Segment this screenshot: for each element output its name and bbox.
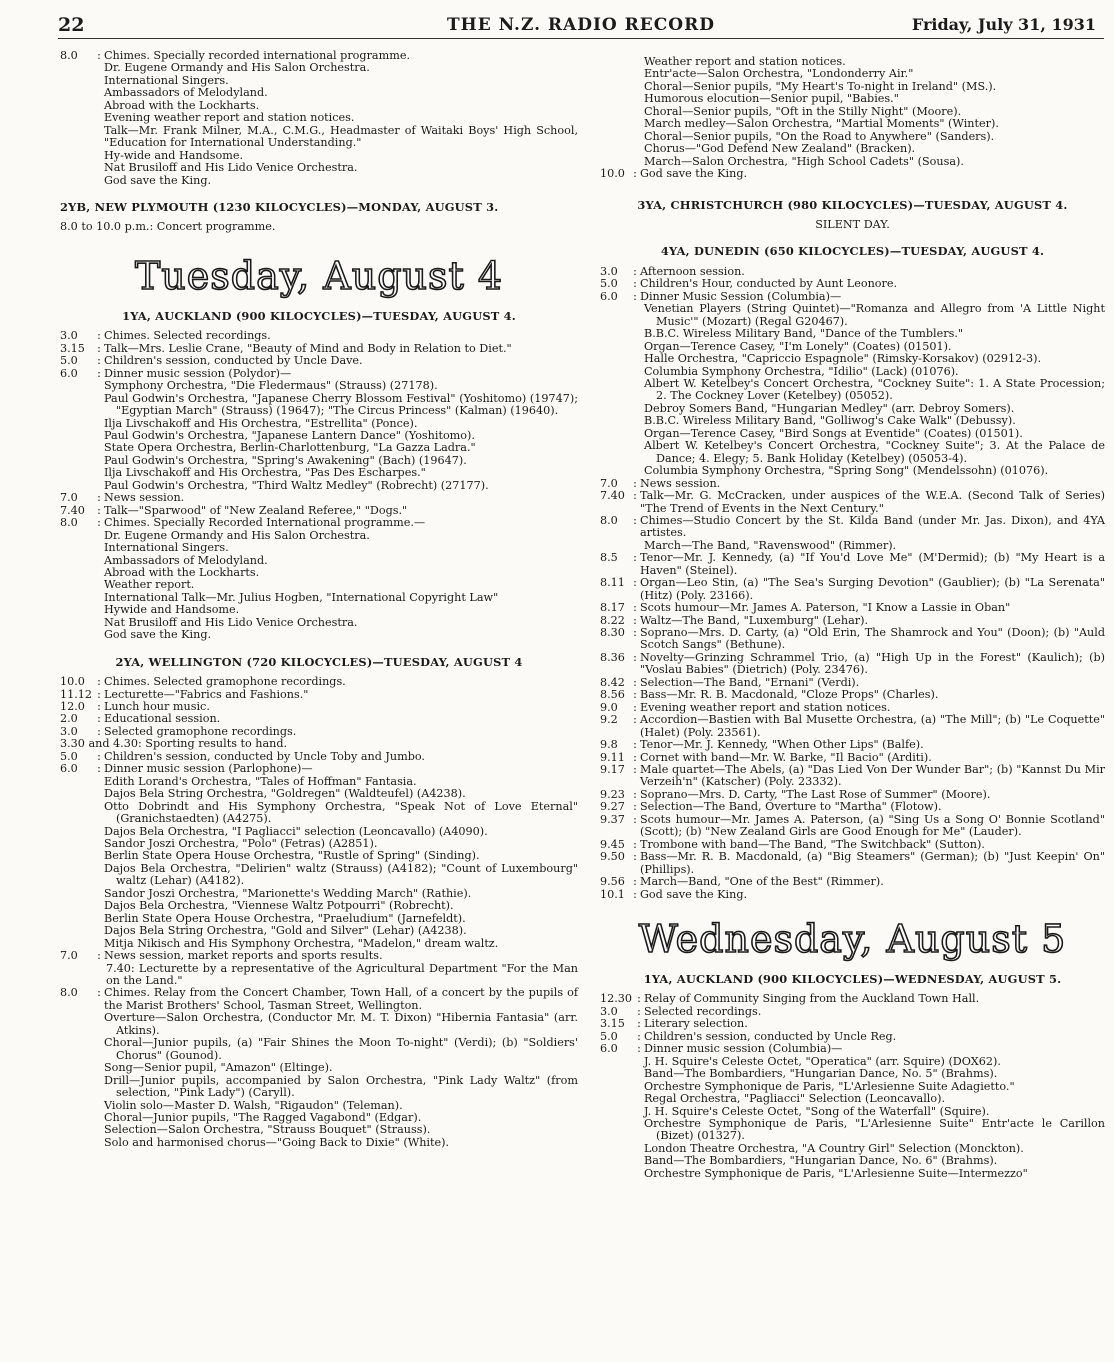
programme-item: Dajos Bela Orchestra, "Viennese Waltz Potpourri" (Robrecht). xyxy=(104,899,454,913)
entry-time: 10.1 xyxy=(600,887,625,901)
entry-text: God save the King. xyxy=(640,167,748,181)
entry-text: News session. xyxy=(640,476,721,490)
dunedin-entries-evening xyxy=(600,478,1105,540)
programme-item: Abroad with the Lockharts. xyxy=(104,98,260,112)
entry-time: 10.0 xyxy=(60,675,85,689)
schedule-entry: 8.0 : Chimes. Specially Recorded International programme.— xyxy=(60,517,578,529)
programme-item: God save the King. xyxy=(104,173,212,187)
entry-time: 6.0 xyxy=(60,762,78,776)
intro-items xyxy=(104,50,578,187)
entry-text: Chimes. Relay from the Concert Chamber, Town Hall, of a concert by the pupils of the Marist Brothers' School, Tasman Street, Wellington. xyxy=(104,986,578,1012)
entry-text: Male quartet—The Abels, (a) "Das Lied Von Der Wunder Bar"; (b) "Kannst Du Mir Verzeih'n" (Katscher) (Poly. 23332). xyxy=(640,763,1105,789)
entry-time: 9.50 xyxy=(600,850,625,864)
programme-item: Orchestre Symphonique de Paris, "L'Arlesienne Suite—Intermezzo" xyxy=(644,1166,1028,1180)
day-heading-wednesday: Wednesday, August 5 xyxy=(638,917,1067,961)
schedule-entry: 12.30 : Relay of Community Singing from the Auckland Town Hall. xyxy=(600,993,1105,1005)
wellington-entries xyxy=(60,676,578,776)
station-heading-3ya: 3YA, CHRISTCHURCH (980 KILOCYCLES)—TUESDAY, AUGUST 4. xyxy=(637,197,1068,212)
wellington-concert-list xyxy=(60,1012,578,1149)
programme-item: J. H. Squire's Celeste Octet, "Song of the Waterfall" (Squire). xyxy=(644,1104,990,1118)
page-header xyxy=(58,12,1104,39)
programme-item: Solo and harmonised chorus—"Going Back to Dixie" (White). xyxy=(104,1135,450,1149)
programme-item: Chorus—"God Defend New Zealand" (Bracken). xyxy=(644,142,916,156)
schedule-entry: 8.22 : Waltz—The Band, "Luxemburg" (Lehar). xyxy=(600,615,1105,627)
entry-time: 9.2 xyxy=(600,713,618,727)
entry-text: Selection—The Band, Overture to "Martha" (Flotow). xyxy=(640,800,942,814)
schedule-entry: 7.40 : Talk—"Sparwood" of "New Zealand Referee," "Dogs." xyxy=(60,505,578,517)
schedule-entry: 8.56 : Bass—Mr. R. B. Macdonald, "Cloze Props" (Charles). xyxy=(600,689,1105,701)
schedule-entry: 3.15 : Talk—Mrs. Leslie Crane, "Beauty of Mind and Body in Relation to Diet." xyxy=(60,343,578,355)
entry-time: 3.0 xyxy=(600,1004,618,1018)
entry-text: 3.30 and 4.30: Sporting results to hand. xyxy=(60,737,288,751)
programme-item: Choral—Senior pupils, "Oft in the Stilly Night" (Moore). xyxy=(644,104,962,118)
entry-time: 12.0 xyxy=(60,700,85,714)
entry-time: 12.30 xyxy=(600,992,633,1006)
entry-time: 3.15 xyxy=(600,1017,625,1031)
entry-text: Educational session. xyxy=(104,712,221,726)
schedule-entry: 3.0 : Selected gramophone recordings. xyxy=(60,726,578,738)
entry-time: 8.30 xyxy=(600,626,625,640)
entry-time: 9.56 xyxy=(600,875,625,889)
auckland-entries xyxy=(60,330,578,380)
entry-text: Talk—"Sparwood" of "New Zealand Referee," "Dogs." xyxy=(104,503,408,517)
programme-item: Ambassadors of Melodyland. xyxy=(104,553,268,567)
programme-item: Berlin State Opera House Orchestra, "Rustle of Spring" (Sinding). xyxy=(104,849,480,863)
entry-text: Waltz—The Band, "Luxemburg" (Lehar). xyxy=(640,613,869,627)
entry-time: 8.17 xyxy=(600,601,625,615)
programme-item: March—Salon Orchestra, "High School Cadets" (Sousa). xyxy=(644,154,964,168)
schedule-entry: 3.0 : Chimes. Selected recordings. xyxy=(60,330,578,342)
station-heading-2yb: 2YB, NEW PLYMOUTH (1230 KILOCYCLES)—MONDAY, AUGUST 3. xyxy=(60,199,499,214)
programme-item: Band—The Bombardiers, "Hungarian Dance, No. 5" (Brahms). xyxy=(644,1067,998,1081)
entry-time: 9.11 xyxy=(600,750,625,764)
entry-text: Children's session, conducted by Uncle Reg. xyxy=(644,1029,897,1043)
programme-item: Dr. Eugene Ormandy and His Salon Orchestra. xyxy=(104,528,370,542)
entry-text: Children's session, conducted by Uncle Toby and Jumbo. xyxy=(104,749,425,763)
wellington-lecturette: 7.40: Lecturette by a representative of the Agricultural Department "For the Man on the Land." xyxy=(106,961,578,987)
entry-time: 7.0 xyxy=(60,949,78,963)
entry-text: Lunch hour music. xyxy=(104,700,210,714)
programme-item: State Opera Orchestra, Berlin-Charlottenburg, "La Gazza Ladra." xyxy=(104,441,476,455)
programme-item: Halle Orchestra, "Capriccio Espagnole" (Rimsky-Korsakov) (02912-3). xyxy=(644,352,1042,366)
entry-text: Accordion—Bastien with Bal Musette Orchestra, (a) "The Mill"; (b) "Le Coquette" (Halet) (Poly. 23561). xyxy=(640,713,1105,739)
schedule-entry: 9.0 : Evening weather report and station notices. xyxy=(600,702,1105,714)
programme-item: Evening weather report and station notices. xyxy=(104,111,355,125)
entry-text: Children's Hour, conducted by Aunt Leonore. xyxy=(640,277,898,291)
schedule-entry: 5.0 : Children's session, conducted by Uncle Toby and Jumbo. xyxy=(60,751,578,763)
schedule-entry: 10.0 : Chimes. Selected gramophone recordings. xyxy=(60,676,578,688)
entry-text: Tenor—Mr. J. Kennedy, "When Other Lips" (Balfe). xyxy=(640,738,924,752)
programme-item: Drill—Junior pupils, accompanied by Salon Orchestra, "Pink Lady Waltz" (from selection, "Pink Lady") (Caryll). xyxy=(104,1073,578,1100)
programme-item: International Singers. xyxy=(104,541,229,555)
entry-time: 8.22 xyxy=(600,613,625,627)
schedule-entry: 9.2 : Accordion—Bastien with Bal Musette Orchestra, (a) "The Mill"; (b) "Le Coquette" (Halet) (Poly. 23561). xyxy=(600,713,1105,739)
entry-text: Literary selection. xyxy=(644,1017,748,1031)
dunedin-dinner-list xyxy=(600,303,1105,477)
schedule-entry: 6.0 : Dinner Music Session (Columbia)— xyxy=(600,291,1105,303)
programme-item: Dr. Eugene Ormandy and His Salon Orchestra. xyxy=(104,61,370,75)
entry-text: Novelty—Grinzing Schrammel Trio, (a) "High Up in the Forest" (Kaulich); (b) "Voslau Babies" (Dietrich) (Poly. 23476). xyxy=(640,650,1105,677)
schedule-entry: 8.17 : Scots humour—Mr. James A. Paterson, "I Know a Lassie in Oban" xyxy=(600,602,1105,614)
programme-item: March medley—Salon Orchestra, "Martial Moments" (Winter). xyxy=(644,117,999,131)
entry-text: Organ—Leo Stin, (a) "The Sea's Surging Devotion" (Gaublier); (b) "La Serenata" (Hitz) (Poly. 23166). xyxy=(640,576,1105,602)
station-2yb-line: 8.0 to 10.0 p.m.: Concert programme. xyxy=(60,220,276,234)
wellington-entries-concert xyxy=(60,987,578,1012)
entry-text: Bass—Mr. R. B. Macdonald, "Cloze Props" (Charles). xyxy=(640,688,939,702)
schedule-entry: 5.0 : Children's Hour, conducted by Aunt Leonore. xyxy=(600,278,1105,290)
schedule-entry: 8.42 : Selection—The Band, "Ernani" (Verdi). xyxy=(600,677,1105,689)
wellington-dinner-list xyxy=(60,776,578,950)
programme-item: Venetian Players (String Quintet)—"Romanza and Allegro from 'A Little Night Music'" (Mozart) (Regal G20467). xyxy=(644,302,1105,328)
entry-time: 8.0 xyxy=(60,986,78,1000)
entry-time: 3.0 xyxy=(60,724,78,738)
entry-text: Trombone with band—The Band, "The Switchback" (Sutton). xyxy=(640,837,985,851)
programme-item: Dajos Bela String Orchestra, "Gold and Silver" (Lehar) (A4238). xyxy=(104,924,467,938)
programme-item: Dajos Bela Orchestra, "I Pagliacci" selection (Leoncavallo) (A4090). xyxy=(104,824,488,838)
entry-time: 5.0 xyxy=(60,354,78,368)
programme-item: Symphony Orchestra, "Die Fledermaus" (Strauss) (27178). xyxy=(104,379,438,393)
programme-item: Hy-wide and Handsome. xyxy=(104,148,243,162)
wednesday-dinner-list xyxy=(600,1056,1105,1181)
station-heading-1ya: 1YA, AUCKLAND (900 KILOCYCLES)—TUESDAY, AUGUST 4. xyxy=(122,308,516,323)
schedule-entry: 9.11 : Cornet with band—Mr. W. Barke, "Il Bacio" (Arditi). xyxy=(600,752,1105,764)
entry-text: Soprano—Mrs. D. Carty, "The Last Rose of Summer" (Moore). xyxy=(640,787,991,801)
schedule-entry: 9.37 : Scots humour—Mr. James A. Paterson, (a) "Sing Us a Song O' Bonnie Scotland" (Scott); (b) "New Zealand Girls are Good Enough for Me" (Lauder). xyxy=(600,812,1105,839)
programme-item: Choral—Senior pupils, "My Heart's To-night in Ireland" (MS.). xyxy=(644,79,997,93)
auckland-dinner-list xyxy=(60,380,578,492)
schedule-entry: 3.0 : Selected recordings. xyxy=(600,1006,1105,1018)
entry-text: Scots humour—Mr. James A. Paterson, (a) "Sing Us a Song O' Bonnie Scotland" (Scott); (b) "New Zealand Girls are Good Enough for Me" (Lauder). xyxy=(640,812,1105,839)
programme-item: Hywide and Handsome. xyxy=(104,603,240,617)
intro-block: 8.0 : Chimes. Specially recorded international programme. Dr. Eugene Ormandy and His Salon Orchestra. International Singers. Ambassadors of Melodyland. Abroad with the Lockharts. Evening weather report and station notices. Talk—Mr. Frank Milner, M.A., C.M.G., Headmaster of Waitaki Boys' High School, "Education for International Understanding." Hy-wide and Handsome. Nat Brusiloff and His Lido Venice Orchestra. God save the King. xyxy=(60,49,578,187)
programme-item: Albert W. Ketelbey's Concert Orchestra, "Cockney Suite"; 3. At the Palace de Dance; 4. Elegy; 5. Bank Holiday (Ketelbey) (05053-4). xyxy=(644,439,1105,465)
programme-item: International Talk—Mr. Julius Hogben, "International Copyright Law" xyxy=(104,590,499,604)
programme-item: Abroad with the Lockharts. xyxy=(104,565,260,579)
concert-continued-list xyxy=(600,56,1105,168)
programme-item: Albert W. Ketelbey's Concert Orchestra, "Cockney Suite": 1. A State Procession; 2. The Cockney Lover (Ketelbey) (05052). xyxy=(644,376,1105,403)
programme-item: Otto Dobrindt and His Symphony Orchestra, "Speak Not of Love Eternal" (Granichstaedten) (A4275). xyxy=(104,799,578,826)
entry-time: 3.15 xyxy=(60,341,85,355)
schedule-entry: 2.0 : Educational session. xyxy=(60,713,578,725)
silent-day-note: SILENT DAY. xyxy=(815,217,890,231)
issue-date: Friday, July 31, 1931 xyxy=(911,15,1096,34)
programme-item: Sandor Joszi Orchestra, "Polo" (Fetras) (A2851). xyxy=(104,837,378,851)
entry-text: Selection—The Band, "Ernani" (Verdi). xyxy=(640,675,860,689)
entry-time: 11.12 xyxy=(60,687,93,701)
dunedin-concert-entries xyxy=(600,552,1105,901)
dunedin-march: March—The Band, "Ravenswood" (Rimmer). xyxy=(644,538,897,552)
programme-item: Dajos Bela String Orchestra, "Goldregen" (Waldteufel) (A4238). xyxy=(104,787,466,801)
programme-item: Paul Godwin's Orchestra, "Japanese Lantern Dance" (Yoshitomo). xyxy=(104,428,475,442)
schedule-entry: 8.5 : Tenor—Mr. J. Kennedy, (a) "If You'd Love Me" (M'Dermid); (b) "My Heart is a Haven" (Steinel). xyxy=(600,551,1105,577)
schedule-entry: 3.0 : Afternoon session. xyxy=(600,266,1105,278)
schedule-entry: 5.0 : Children's session, conducted by Uncle Reg. xyxy=(600,1031,1105,1043)
schedule-entry: 6.0 : Dinner music session (Polydor)— xyxy=(60,368,578,380)
entry-text: News session. xyxy=(104,491,185,505)
schedule-entry xyxy=(60,738,578,750)
entry-text: Relay of Community Singing from the Auckland Town Hall. xyxy=(644,992,980,1006)
entry-text: God save the King. xyxy=(640,887,748,901)
entry-time: 9.37 xyxy=(600,812,625,826)
entry-text: Dinner music session (Columbia)— xyxy=(644,1042,843,1056)
entry-time: 10.0 xyxy=(600,167,625,181)
entry-text: Dinner music session (Polydor)— xyxy=(104,366,292,380)
page-number: 22 xyxy=(58,14,85,36)
entry-text: Talk—Mrs. Leslie Crane, "Beauty of Mind and Body in Relation to Diet." xyxy=(104,341,512,355)
entry-text: Bass—Mr. R. B. Macdonald, (a) "Big Steamers" (German); (b) "Just Keepin' On" (Phillips). xyxy=(640,850,1105,876)
wellington-entries-news xyxy=(60,950,578,962)
entry-time: 7.0 xyxy=(600,476,618,490)
entry-text: Afternoon session. xyxy=(640,264,745,278)
schedule-entry: 9.50 : Bass—Mr. R. B. Macdonald, (a) "Big Steamers" (German); (b) "Just Keepin' On" (Phillips). xyxy=(600,850,1105,876)
auckland-entries-evening xyxy=(60,492,578,529)
schedule-entry: 8.0 : Chimes—Studio Concert by the St. Kilda Band (under Mr. Jas. Dixon), and 4YA artistes. xyxy=(600,513,1105,540)
programme-item: Choral—Junior pupils, (a) "Fair Shines the Moon To-night" (Verdi); (b) "Soldiers' Chorus" (Gounod). xyxy=(104,1036,578,1062)
programme-item: Dajos Bela Orchestra, "Delirien" waltz (Strauss) (A4182); "Count of Luxembourg" waltz (Lehar) (A4182). xyxy=(104,861,578,888)
entry-time: 2.0 xyxy=(60,712,78,726)
programme-item: Selection—Salon Orchestra, "Strauss Bouquet" (Strauss). xyxy=(104,1123,431,1137)
programme-item: Talk—Mr. Frank Milner, M.A., C.M.G., Headmaster of Waitaki Boys' High School, "Education for International Understanding." xyxy=(104,123,578,150)
schedule-entry: 9.45 : Trombone with band—The Band, "The Switchback" (Sutton). xyxy=(600,839,1105,851)
schedule-entry: 7.0 : News session. xyxy=(600,478,1105,490)
programme-item: International Singers. xyxy=(104,73,229,87)
entry-time: 8.5 xyxy=(600,551,618,565)
programme-item: Choral—Junior pupils, "The Ragged Vagabond" (Edgar). xyxy=(104,1110,422,1124)
entry-time: 8.36 xyxy=(600,650,625,664)
schedule-entry: 9.8 : Tenor—Mr. J. Kennedy, "When Other Lips" (Balfe). xyxy=(600,739,1105,751)
entry-text: Scots humour—Mr. James A. Paterson, "I Know a Lassie in Oban" xyxy=(640,601,1011,615)
programme-item: Orchestre Symphonique de Paris, "L'Arlesienne Suite" Entr'acte le Carillon (Bizet) (01327). xyxy=(644,1116,1105,1143)
schedule-entry: 9.27 : Selection—The Band, Overture to "Martha" (Flotow). xyxy=(600,801,1105,813)
day-heading-tuesday: Tuesday, August 4 xyxy=(134,253,504,298)
schedule-entry: 8.36 : Novelty—Grinzing Schrammel Trio, (a) "High Up in the Forest" (Kaulich); (b) "Voslau Babies" (Dietrich) (Poly. 23476). xyxy=(600,650,1105,677)
programme-item: Chimes. Specially recorded international programme. xyxy=(104,49,410,62)
entry-time: 5.0 xyxy=(600,277,618,291)
entry-time: 8.0 xyxy=(60,516,78,530)
entry-text: Chimes—Studio Concert by the St. Kilda Band (under Mr. Jas. Dixon), and 4YA artistes. xyxy=(640,513,1105,540)
programme-item: Choral—Senior pupils, "On the Road to Anywhere" (Sanders). xyxy=(644,129,995,143)
programme-item: Weather report and station notices. xyxy=(644,55,846,68)
entry-time: 8.0 xyxy=(60,49,78,62)
entry-time: 9.0 xyxy=(600,700,618,714)
programme-item: Violin solo—Master D. Walsh, "Rigaudon" (Teleman). xyxy=(104,1098,403,1112)
entry-text: Tenor—Mr. J. Kennedy, (a) "If You'd Love Me" (M'Dermid); (b) "My Heart is a Haven" (Steinel). xyxy=(640,551,1105,577)
entry-time: 9.45 xyxy=(600,837,625,851)
station-heading-4ya: 4YA, DUNEDIN (650 KILOCYCLES)—TUESDAY, AUGUST 4. xyxy=(660,244,1045,259)
entry-time: 3.0 xyxy=(600,264,618,278)
schedule-entry: 10.1 : God save the King. xyxy=(600,889,1105,901)
programme-item: B.B.C. Wireless Military Band, "Dance of the Tumblers." xyxy=(644,327,964,341)
schedule-entry: 8.11 : Organ—Leo Stin, (a) "The Sea's Surging Devotion" (Gaublier); (b) "La Serenata" (Hitz) (Poly. 23166). xyxy=(600,576,1105,602)
entry-time: 7.0 xyxy=(60,491,78,505)
entry-text: News session, market reports and sports results. xyxy=(104,949,383,963)
entry-time: 8.0 xyxy=(600,513,618,527)
programme-item: Humorous elocution—Senior pupil, "Babies." xyxy=(644,92,899,106)
schedule-entry: 7.40 : Talk—Mr. G. McCracken, under auspices of the W.E.A. (Second Talk of Series) "The Trend of Events in the Next Century." xyxy=(600,489,1105,515)
programme-item: Overture—Salon Orchestra, (Conductor Mr. M. T. Dixon) "Hibernia Fantasia" (arr. Atkins). xyxy=(104,1011,578,1037)
programme-item: Ilja Livschakoff and His Orchestra, "Estrellita" (Ponce). xyxy=(104,416,418,430)
programme-item: Debroy Somers Band, "Hungarian Medley" (arr. Debroy Somers). xyxy=(644,401,1015,415)
schedule-entry: 7.0 : News session. xyxy=(60,492,578,504)
programme-item: Nat Brusiloff and His Lido Venice Orchestra. xyxy=(104,615,358,629)
entry-time: 5.0 xyxy=(60,749,78,763)
entry-time: 6.0 xyxy=(60,366,78,380)
entry-text: Dinner Music Session (Columbia)— xyxy=(640,289,842,303)
programme-item: Mitja Nikisch and His Symphony Orchestra, "Madelon," dream waltz. xyxy=(104,936,499,950)
station-heading-1ya-wed: 1YA, AUCKLAND (900 KILOCYCLES)—WEDNESDAY, AUGUST 5. xyxy=(643,972,1062,986)
programme-item: Ilja Livschakoff and His Orchestra, "Pas Des Escharpes." xyxy=(104,466,426,480)
programme-item: B.B.C. Wireless Military Band, "Golliwog's Cake Walk" (Debussy). xyxy=(644,414,1016,428)
schedule-entry: 9.56 : March—Band, "One of the Best" (Rimmer). xyxy=(600,876,1105,888)
entry-text: Talk—Mr. G. McCracken, under auspices of the W.E.A. (Second Talk of Series) "The Trend of Events in the Next Century." xyxy=(640,489,1105,515)
programme-item: Organ—Terence Casey, "Bird Songs at Eventide" (Coates) (01501). xyxy=(644,426,1023,440)
programme-item: Ambassadors of Melodyland. xyxy=(104,86,268,100)
programme-item: Paul Godwin's Orchestra, "Third Waltz Medley" (Robrecht) (27177). xyxy=(104,478,489,492)
programme-item: Sandor Joszi Orchestra, "Marionette's Wedding March" (Rathie). xyxy=(104,886,472,900)
schedule-entry: 6.0 : Dinner music session (Parlophone)— xyxy=(60,763,578,775)
entry-time: 9.17 xyxy=(600,763,625,777)
entry-time: 5.0 xyxy=(600,1029,618,1043)
programme-item: Organ—Terence Casey, "I'm Lonely" (Coates) (01501). xyxy=(644,339,952,353)
programme-item: Regal Orchestra, "Pagliacci" Selection (Leoncavallo). xyxy=(644,1092,946,1106)
entry-text: Children's session, conducted by Uncle Dave. xyxy=(104,354,363,368)
entry-text: Selected recordings. xyxy=(644,1004,762,1018)
entry-time: 9.8 xyxy=(600,738,618,752)
schedule-entry: 9.17 : Male quartet—The Abels, (a) "Das Lied Von Der Wunder Bar"; (b) "Kannst Du Mir Verzeih'n" (Katscher) (Poly. 23332). xyxy=(600,763,1105,789)
entry-text: Chimes. Specially Recorded International programme.— xyxy=(104,516,426,530)
entry-time: 8.42 xyxy=(600,675,625,689)
schedule-entry: 7.0 : News session, market reports and sports results. xyxy=(60,950,578,962)
entry-time: 9.27 xyxy=(600,800,625,814)
concert-end: 10.0 : God save the King. xyxy=(600,168,1105,180)
schedule-entry: 11.12 : Lecturette—"Fabrics and Fashions." xyxy=(60,689,578,701)
programme-item: Berlin State Opera House Orchestra, "Praeludium" (Jarnefeldt). xyxy=(104,911,466,925)
entry-text: Chimes. Selected recordings. xyxy=(104,329,271,343)
programme-item: Paul Godwin's Orchestra, "Japanese Cherry Blossom Festival" (Yoshitomo) (19747); "Egyptian March" (Strauss) (19647); "The Circus Princess" (Kalman) (19640). xyxy=(104,391,578,418)
entry-time: 6.0 xyxy=(600,1042,618,1056)
schedule-entry: 3.15 : Literary selection. xyxy=(600,1018,1105,1030)
programme-item: Song—Senior pupil, "Amazon" (Eltinge). xyxy=(104,1061,333,1075)
programme-item: London Theatre Orchestra, "A Country Girl" Selection (Monckton). xyxy=(644,1141,1024,1155)
entry-time: 7.40 xyxy=(600,489,625,503)
programme-item: Columbia Symphony Orchestra, "Spring Song" (Mendelssohn) (01076). xyxy=(644,464,1049,478)
programme-item: Orchestre Symphonique de Paris, "L'Arlesienne Suite Adagietto." xyxy=(644,1079,1015,1093)
programme-item: Edith Lorand's Orchestra, "Tales of Hoffman" Fantasia. xyxy=(104,774,417,788)
programme-item: Band—The Bombardiers, "Hungarian Dance, No. 6" (Brahms). xyxy=(644,1154,998,1168)
programme-item: Paul Godwin's Orchestra, "Spring's Awakening" (Bach) (19647). xyxy=(104,453,467,467)
entry-text: Chimes. Selected gramophone recordings. xyxy=(104,675,346,689)
schedule-entry: 5.0 : Children's session, conducted by Uncle Dave. xyxy=(60,355,578,367)
entry-time: 3.0 xyxy=(60,329,78,343)
programme-item: J. H. Squire's Celeste Octet, "Operatica" (arr. Squire) (DOX62). xyxy=(644,1054,1001,1068)
schedule-entry: 12.0 : Lunch hour music. xyxy=(60,701,578,713)
programme-item: Columbia Symphony Orchestra, "Idilio" (Lack) (01076). xyxy=(644,364,959,378)
entry-time: 9.23 xyxy=(600,787,625,801)
entry-text: Dinner music session (Parlophone)— xyxy=(104,762,313,776)
schedule-entry: 6.0 : Dinner music session (Columbia)— xyxy=(600,1043,1105,1055)
entry-text: Lecturette—"Fabrics and Fashions." xyxy=(104,687,309,701)
entry-time: 8.56 xyxy=(600,688,625,702)
entry-text: Cornet with band—Mr. W. Barke, "Il Bacio" (Arditi). xyxy=(640,750,932,764)
wednesday-entries xyxy=(600,993,1105,1055)
dunedin-entries xyxy=(600,266,1105,303)
publication-title: THE N.Z. RADIO RECORD xyxy=(447,15,715,35)
schedule-entry: 8.0 : Chimes. Relay from the Concert Chamber, Town Hall, of a concert by the pupils of the Marist Brothers' School, Tasman Street, Wellington. xyxy=(60,986,578,1012)
auckland-evening-list xyxy=(60,530,578,642)
entry-time: 6.0 xyxy=(600,289,618,303)
schedule-entry: 8.30 : Soprano—Mrs. D. Carty, (a) "Old Erin, The Shamrock and You" (Doon); (b) "Auld Scotch Sangs" (Bethune). xyxy=(600,626,1105,652)
programme-item: Entr'acte—Salon Orchestra, "Londonderry Air." xyxy=(644,67,914,81)
entry-text: March—Band, "One of the Best" (Rimmer). xyxy=(640,875,884,889)
entry-text: Selected gramophone recordings. xyxy=(104,724,297,738)
programme-item: God save the King. xyxy=(104,628,212,642)
programme-item: Weather report. xyxy=(104,578,195,592)
station-heading-2ya: 2YA, WELLINGTON (720 KILOCYCLES)—TUESDAY, AUGUST 4 xyxy=(115,654,523,669)
entry-time: 7.40 xyxy=(60,503,85,517)
programme-item: Nat Brusiloff and His Lido Venice Orchestra. xyxy=(104,161,358,175)
left-column xyxy=(60,50,578,1149)
schedule-entry: 9.23 : Soprano—Mrs. D. Carty, "The Last Rose of Summer" (Moore). xyxy=(600,789,1105,801)
right-column xyxy=(600,56,1105,1180)
entry-text: Soprano—Mrs. D. Carty, (a) "Old Erin, The Shamrock and You" (Doon); (b) "Auld Scotch Sangs" (Bethune). xyxy=(640,626,1105,652)
entry-text: Evening weather report and station notices. xyxy=(640,700,891,714)
entry-time: 8.11 xyxy=(600,576,625,590)
